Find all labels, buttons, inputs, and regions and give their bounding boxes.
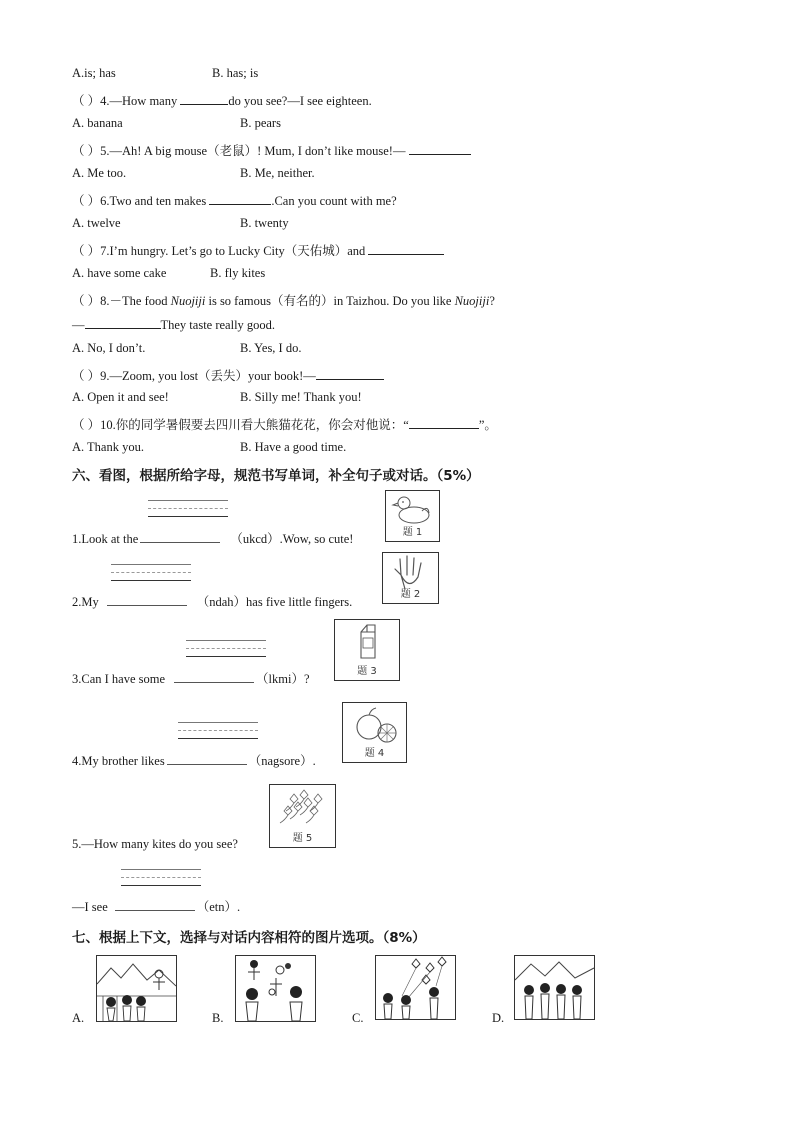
writing-guide-lines <box>121 869 201 893</box>
option-b-label: B. <box>212 1011 224 1025</box>
answer-paren[interactable]: （ ） <box>72 418 101 432</box>
q5-option-b: B. Me, neither. <box>240 166 315 180</box>
section-6-item-4 <box>72 751 316 769</box>
q3-option-a: A.is; has <box>72 66 116 80</box>
option-b-image[interactable] <box>235 955 316 1022</box>
q10-option-a: A. Thank you. <box>72 440 144 454</box>
answer-blank[interactable] <box>409 416 479 429</box>
writing-guide-lines <box>148 500 228 524</box>
item-hint: （ukcd）.Wow, so cute! <box>230 532 354 546</box>
question-text: 10.你的同学暑假要去四川看大熊猫花花，你会对他说：“ <box>100 418 409 432</box>
question-text-end: ? <box>489 294 495 308</box>
item-hint: （lkmi）? <box>256 672 310 686</box>
item-text: 2.My <box>72 595 99 609</box>
question-text: 8.－The food <box>100 294 171 308</box>
answer-blank[interactable] <box>115 898 195 911</box>
question-text-end: do you see?—I see eighteen. <box>228 94 372 108</box>
q6-option-a: A. twelve <box>72 216 121 230</box>
option-d-image[interactable] <box>514 955 595 1020</box>
picture-caption: 题 3 <box>357 666 377 677</box>
option-a-image[interactable] <box>96 955 177 1022</box>
section-6-item-1 <box>72 529 353 547</box>
q3-option-b: B. has; is <box>212 66 259 80</box>
question-8-line2 <box>72 316 275 333</box>
q9-option-b: B. Silly me! Thank you! <box>240 390 362 404</box>
item-text: 3.Can I have some <box>72 672 166 686</box>
picture-2 <box>382 552 439 604</box>
children-group-icon <box>515 956 594 1019</box>
answer-paren[interactable]: （ ） <box>72 294 101 308</box>
answer-blank[interactable] <box>85 316 161 329</box>
q8-option-b: B. Yes, I do. <box>240 341 302 355</box>
question-text-mid: is so famous（有名的）in Taizhou. Do you like <box>205 294 455 308</box>
q9-option-a: A. Open it and see! <box>72 390 169 404</box>
dash: — <box>72 318 85 332</box>
question-8 <box>72 291 495 309</box>
answer-blank[interactable] <box>316 367 384 380</box>
mountain-scene-icon <box>97 956 176 1021</box>
question-text: 7.I’m hungry. Let’s go to Lucky City（天佑城）and <box>100 244 369 258</box>
item-text: 1.Look at the <box>72 532 139 546</box>
question-10 <box>72 415 497 433</box>
answer-blank[interactable] <box>368 242 444 255</box>
section-6-item-3 <box>72 669 310 687</box>
question-text-end: .Can you count with me? <box>271 194 397 208</box>
section-7-heading: 七、根据上下文，选择与对话内容相符的图片选项。（8%） <box>72 930 426 946</box>
question-text: 6.Two and ten makes <box>100 194 210 208</box>
picture-caption: 题 5 <box>292 833 313 844</box>
answer-paren[interactable]: （ ） <box>72 244 101 258</box>
picture-1 <box>385 490 440 542</box>
answer-paren[interactable]: （ ） <box>72 94 101 108</box>
answer-blank[interactable] <box>140 530 220 543</box>
orange-icon <box>343 703 406 747</box>
children-playing-icon <box>236 956 315 1021</box>
question-text-end: They taste really good. <box>160 318 276 332</box>
food-name-2: Nuojiji <box>454 294 490 308</box>
option-a-label: A. <box>72 1011 85 1025</box>
kites-and-children-icon <box>376 956 455 1019</box>
section-6-item-2 <box>72 592 352 610</box>
milk-carton-icon <box>335 620 399 664</box>
answer-blank[interactable] <box>107 593 187 606</box>
q6-option-b: B. twenty <box>240 216 289 230</box>
writing-guide-lines <box>178 722 258 746</box>
q8-option-a: A. No, I don’t. <box>72 341 146 355</box>
question-text-end: ”。 <box>478 418 497 432</box>
writing-guide-lines <box>186 640 266 664</box>
picture-4 <box>342 702 407 763</box>
picture-caption: 题 4 <box>364 748 385 759</box>
item-hint: （ndah）has five little fingers. <box>196 595 353 609</box>
section-6-item-5-answer <box>72 897 240 915</box>
kites-icon <box>270 785 335 829</box>
answer-blank[interactable] <box>174 670 254 683</box>
q4-option-a: A. banana <box>72 116 123 130</box>
answer-blank[interactable] <box>409 142 471 155</box>
picture-5 <box>269 784 336 848</box>
q5-option-a: A. Me too. <box>72 166 127 180</box>
q10-option-b: B. Have a good time. <box>240 440 347 454</box>
question-5 <box>72 141 471 159</box>
answer-blank[interactable] <box>180 92 228 105</box>
q7-option-a: A. have some cake <box>72 266 167 280</box>
q7-option-b: B. fly kites <box>210 266 266 280</box>
item-text: —I see <box>72 900 108 914</box>
question-6 <box>72 191 397 209</box>
section-6-heading: 六、看图，根据所给字母，规范书写单词，补全句子或对话。（5%） <box>72 468 480 484</box>
question-9 <box>72 366 384 384</box>
option-d-label: D. <box>492 1011 505 1025</box>
answer-blank[interactable] <box>209 192 271 205</box>
answer-paren[interactable]: （ ） <box>72 194 101 208</box>
answer-paren[interactable]: （ ） <box>72 144 101 158</box>
writing-guide-lines <box>111 564 191 588</box>
question-text: 4.—How many <box>100 94 181 108</box>
question-7 <box>72 241 444 259</box>
option-c-image[interactable] <box>375 955 456 1020</box>
item-hint: （etn）. <box>196 900 241 914</box>
picture-caption: 题 1 <box>402 527 423 538</box>
food-name: Nuojiji <box>170 294 206 308</box>
q4-option-b: B. pears <box>240 116 281 130</box>
section-6-item-5: 5.—How many kites do you see? <box>72 837 238 851</box>
question-text: 5.—Ah! A big mouse（老鼠）! Mum, I don’t like mouse!— <box>100 144 409 158</box>
item-text: 4.My brother likes <box>72 754 165 768</box>
option-c-label: C. <box>352 1011 364 1025</box>
question-4 <box>72 91 372 109</box>
item-hint: （nagsore）. <box>248 754 316 768</box>
picture-3 <box>334 619 400 681</box>
picture-caption: 题 2 <box>400 589 421 600</box>
answer-blank[interactable] <box>167 752 247 765</box>
answer-paren[interactable]: （ ） <box>72 369 101 383</box>
question-text: 9.—Zoom, you lost（丢失）your book!— <box>100 369 316 383</box>
